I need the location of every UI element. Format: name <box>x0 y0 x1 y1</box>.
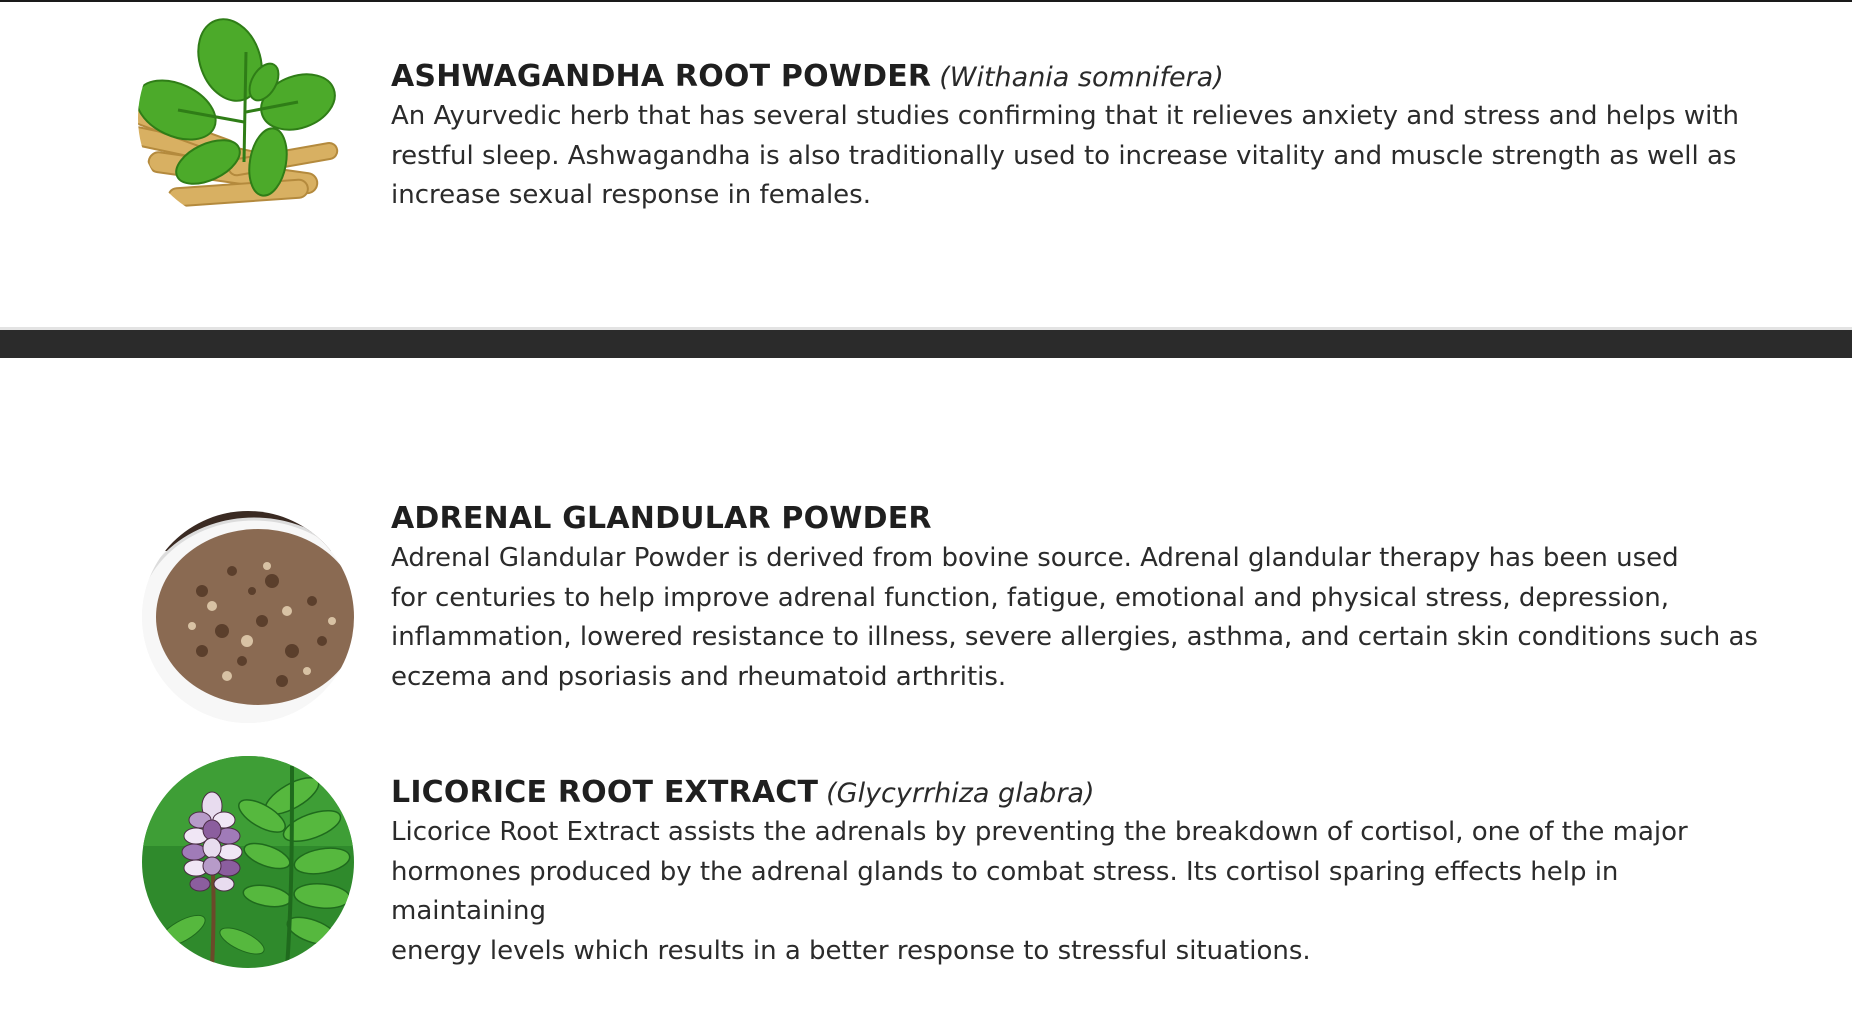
ingredient-heading <box>391 773 1771 813</box>
top-panel <box>0 0 1852 327</box>
ingredient-text-adrenal <box>391 499 1771 697</box>
ingredient-description: Licorice Root Extract assists the adrenals by preventing the breakdown of cortisol, one of the major hormones produced by the adrenal glands to combat stress. Its cortisol sparing effects help in maintaining energy levels which results in a better response to stressful situations. <box>391 817 1688 966</box>
ingredient-title: ADRENAL GLANDULAR POWDER <box>391 501 932 536</box>
ashwagandha-image <box>138 12 350 224</box>
adrenal-image <box>142 511 354 723</box>
ingredient-heading <box>391 499 1771 539</box>
ingredient-latin-name: (Withania somnifera) <box>939 62 1224 93</box>
ingredient-text-licorice <box>391 773 1771 971</box>
ingredient-text-ashwagandha <box>391 57 1771 216</box>
licorice-flower-icon <box>142 756 354 968</box>
section-divider-bar <box>0 330 1852 358</box>
licorice-image <box>142 756 354 968</box>
adrenal-powder-bowl-icon <box>142 511 354 723</box>
ingredient-title: ASHWAGANDHA ROOT POWDER <box>391 59 932 94</box>
ingredient-title: LICORICE ROOT EXTRACT <box>391 775 819 810</box>
ingredient-description: An Ayurvedic herb that has several studies confirming that it relieves anxiety and stress and helps with restful sleep. Ashwagandha is also traditionally used to increase vitality and muscle strength as well as increase sexual response in females. <box>391 101 1739 210</box>
ingredient-latin-name: (Glycyrrhiza glabra) <box>826 778 1095 809</box>
bottom-panel <box>0 358 1852 1020</box>
ingredient-description: Adrenal Glandular Powder is derived from bovine source. Adrenal glandular therapy has been used for centuries to help improve adrenal function, fatigue, emotional and physical stress, depression, inflammation, lowered resistance to illness, severe allergies, asthma, and certain skin conditions such as eczema and psoriasis and rheumatoid arthritis. <box>391 543 1758 692</box>
ashwagandha-root-leaves-icon <box>138 12 350 224</box>
ingredient-heading <box>391 57 1771 97</box>
